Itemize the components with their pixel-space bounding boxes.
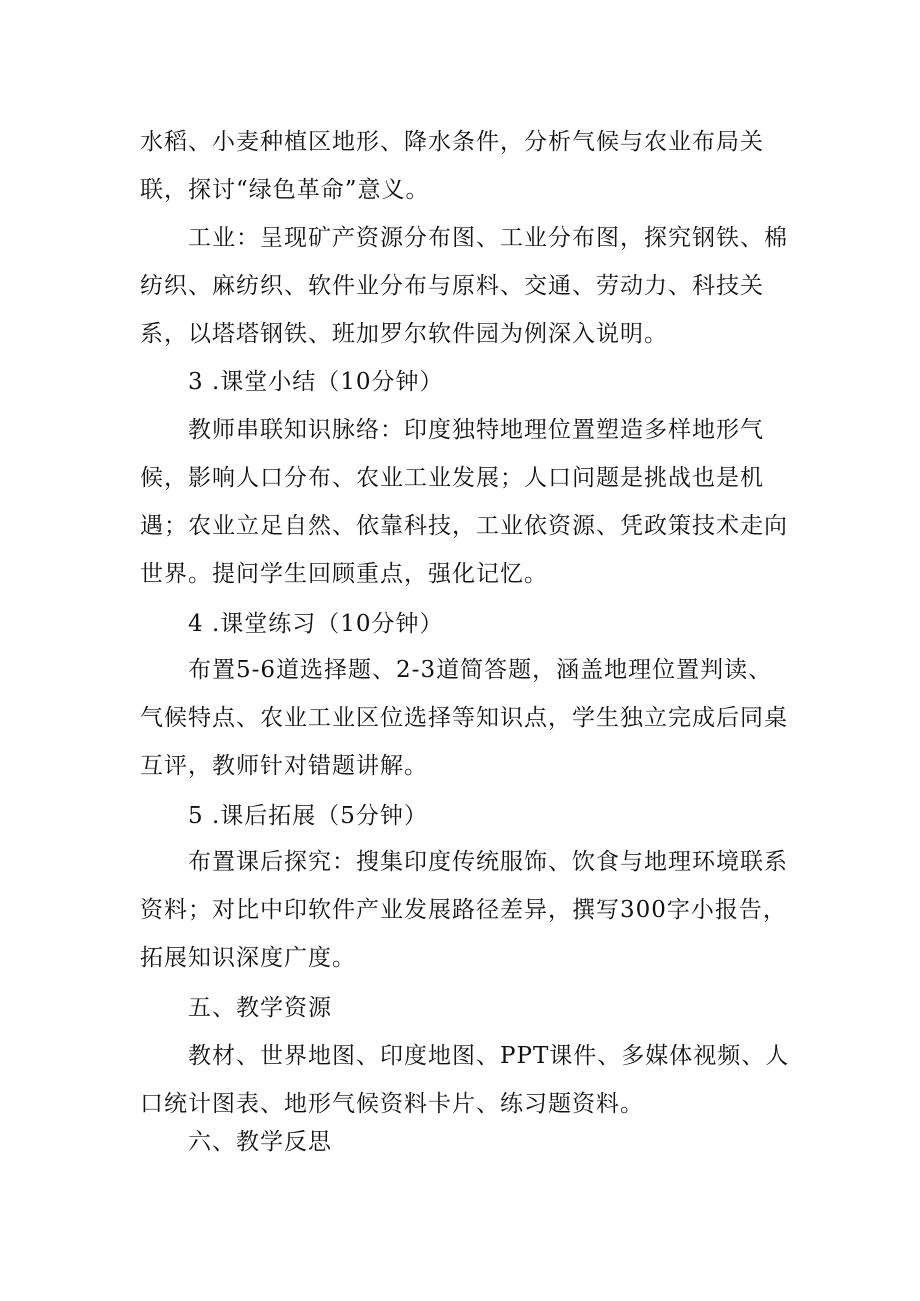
- practice-heading: 4 .课堂练习（10分钟）: [188, 611, 444, 637]
- industry-paragraph: 工业：呈现矿产资源分布图、工业分布图，探究钢铁、棉纺织、麻纺织、软件业分布与原料、交通、劳动力、科技关系，以塔塔钢铁、班加罗尔软件园为例深入说明。: [140, 225, 788, 347]
- resources-heading: 五、教学资源: [188, 995, 332, 1021]
- practice-paragraph: 布置5-6道选择题、2-3道简答题，涵盖地理位置判读、气候特点、农业工业区位选择等知识点，学生独立完成后同桌互评，教师针对错题讲解。: [140, 657, 788, 779]
- summary-heading: 3 .课堂小结（10分钟）: [188, 369, 444, 395]
- extension-paragraph: 布置课后探究：搜集印度传统服饰、饮食与地理环境联系资料；对比中印软件产业发展路径差异，撰写300字小报告，拓展知识深度广度。: [140, 849, 788, 971]
- agriculture-paragraph: 水稻、小麦种植区地形、降水条件，分析气候与农业布局关联，探讨“绿色革命”意义。: [140, 129, 764, 203]
- reflection-heading: 六、教学反思: [188, 1129, 332, 1155]
- resources-paragraph: 教材、世界地图、印度地图、PPT课件、多媒体视频、人口统计图表、地形气候资料卡片、练习题资料。: [140, 1043, 790, 1117]
- extension-heading: 5 .课后拓展（5分钟）: [188, 803, 428, 829]
- summary-paragraph: 教师串联知识脉络：印度独特地理位置塑造多样地形气候，影响人口分布、农业工业发展；人口问题是挑战也是机遇；农业立足自然、依靠科技，工业依资源、凭政策技术走向世界。提问学生回顾重点，强化记忆。: [140, 417, 788, 587]
